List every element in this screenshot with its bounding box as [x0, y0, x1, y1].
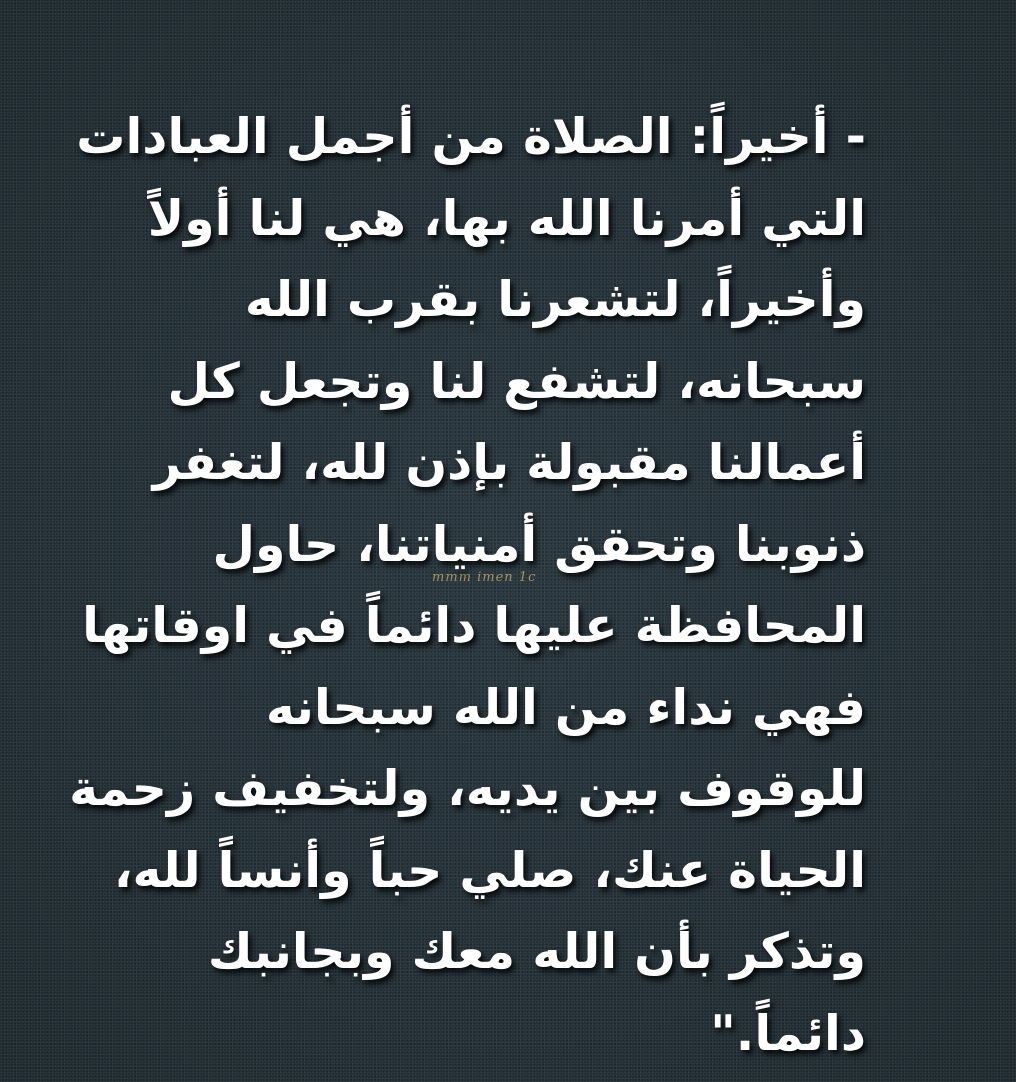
quote-text-block	[69, 96, 866, 1074]
quote-line-4: سبحانه، لتشفع لنا وتجعل كل	[167, 352, 866, 410]
quote-line-10: الحياة عنك، صلي حباً وأنساً لله،	[113, 841, 866, 899]
quote-line-12: دائماً."	[710, 1004, 866, 1062]
quote-line-2: التي أمرنا الله بها، هي لنا أولاً	[147, 189, 866, 247]
quote-line-8: فهي نداء من الله سبحانه	[265, 678, 866, 736]
quote-line-1: - أخيراً: الصلاة من أجمل العبادات	[76, 108, 866, 165]
quote-line-9: للوقوف بين يديه، ولتخفيف زحمة	[69, 760, 866, 817]
quote-line-7: المحافظة عليها دائماً في اوقاتها	[82, 597, 866, 654]
quote-line-11: وتذكر بأن الله معك وبجانبك	[207, 923, 866, 980]
watermark-signature: mmm imen 1c	[432, 570, 537, 585]
quote-line-6: ذنوبنا وتحقق أمنياتنا، حاول	[212, 515, 866, 573]
quote-line-3: وأخيراً، لتشعرنا بقرب الله	[244, 271, 866, 328]
quote-line-5: أعمالنا مقبولة بإذن لله، لتغفر	[152, 434, 866, 491]
